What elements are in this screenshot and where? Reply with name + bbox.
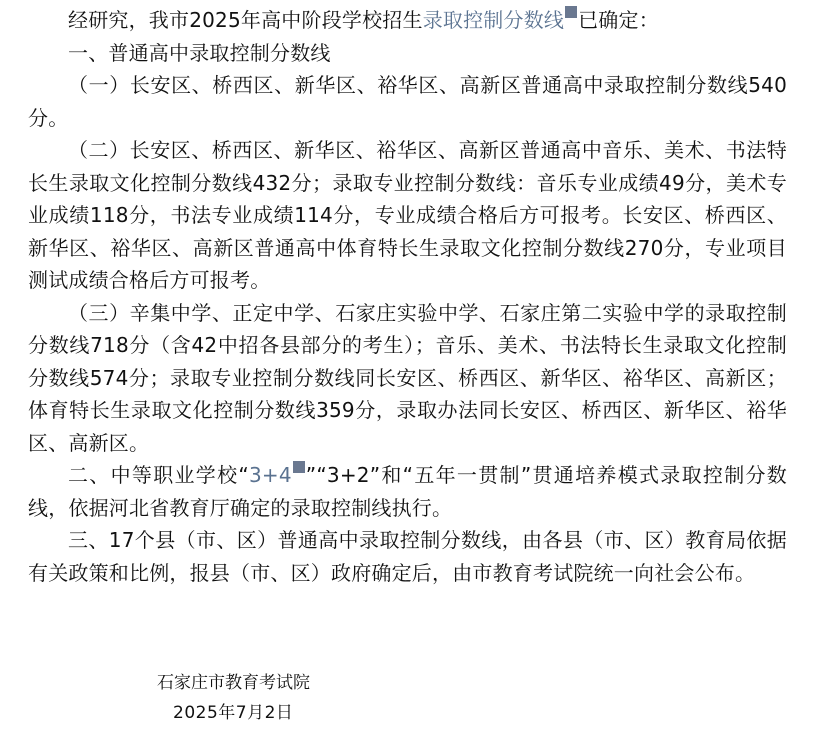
intro-prefix: 经研究，我市2025年高中阶段学校招生 xyxy=(68,8,423,32)
link-marker-icon xyxy=(565,6,577,18)
item-2-paragraph: （二）长安区、桥西区、新华区、裕华区、高新区普通高中音乐、美术、书法特长生录取文化控制分数线432分；录取专业控制分数线：音乐专业成绩49分，美术专业成绩118分，书法专业成绩114分，专业成绩合格后方可报考。长安区、桥西区、新华区、裕华区、高新区普通高中体育特长生录取文化控制分数线270分，专业项目测试成绩合格后方可报考。 xyxy=(28,138,787,292)
section-2-paragraph xyxy=(28,459,787,524)
cutoff-score-link[interactable]: 录取控制分数线 xyxy=(422,8,565,32)
section-3-paragraph: 三、17个县（市、区）普通高中录取控制分数线，由各县（市、区）教育局依据有关政策和比例，报县（市、区）政府确定后，由市教育考试院统一向社会公布。 xyxy=(28,528,787,585)
section-2-suffix: ”“3+2”和“五年一贯制”贯通培养模式录取控制分数线，依据河北省教育厅确定的录取控制线执行。 xyxy=(28,463,787,520)
signature-organization: 石家庄市教育考试院 xyxy=(157,673,310,693)
item-3-paragraph: （三）辛集中学、正定中学、石家庄实验中学、石家庄第二实验中学的录取控制分数线718分（含42中招各县部分的考生）；音乐、美术、书法特长生录取文化控制分数线574分；录取专业控制分数线同长安区、桥西区、新华区、裕华区、高新区；体育特长生录取文化控制分数线359分，录取办法同长安区、桥西区、新华区、裕华区、高新区。 xyxy=(28,300,787,455)
section-2-prefix: 二、中等职业学校“ xyxy=(68,463,249,487)
section-1-heading: 一、普通高中录取控制分数线 xyxy=(68,40,331,65)
intro-paragraph xyxy=(28,4,787,37)
item-1-paragraph: （一）长安区、桥西区、新华区、裕华区、高新区普通高中录取控制分数线540分。 xyxy=(28,73,787,130)
intro-suffix: 已确定： xyxy=(578,8,659,32)
three-plus-four-link[interactable]: 3+4 xyxy=(248,463,292,487)
link-marker-icon xyxy=(293,461,305,473)
signature-date: 2025年7月2日 xyxy=(173,703,294,723)
